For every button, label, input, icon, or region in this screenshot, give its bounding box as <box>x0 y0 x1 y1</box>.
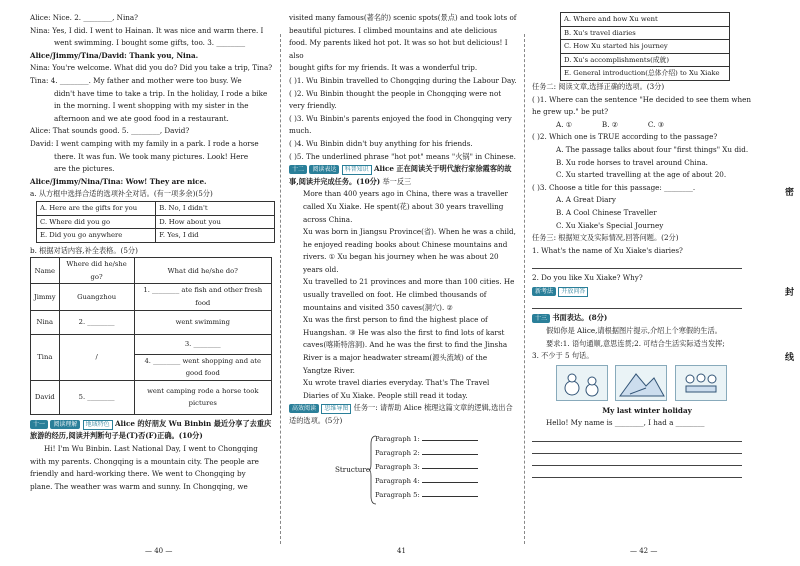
essay-line[interactable] <box>532 466 742 478</box>
dialogue-line: are the pictures. <box>54 164 115 174</box>
passage-line: with my parents. Chongqing is a mountain city. The people are <box>30 456 259 466</box>
true-false-item: ( )3. Wu Binbin's parents enjoyed the food in Chongqing very much. <box>289 113 512 136</box>
page-number: — 40 — <box>145 547 173 555</box>
option: E. Did you go anywhere <box>37 229 156 243</box>
writing-requirements: 要求:1. 语句通顺,意思连贯;2. 可结合生活实际适当发挥; <box>546 338 725 348</box>
true-false-item: ( )5. The underlined phrase "hot pot" means "火锅" in Chinese. <box>289 151 516 161</box>
essay-line[interactable] <box>532 442 742 454</box>
structure-diagram <box>289 432 517 508</box>
writing-instructions: 假如你是 Alice,请根据图片提示,介绍上个寒假的生活。 <box>546 326 722 336</box>
page-number: 41 <box>397 547 406 555</box>
true-false-item: ( )4. Wu Binbin didn't buy anything for his friends. <box>289 138 473 148</box>
option: E. General introduction(总体介绍) to Xu Xiake <box>561 67 730 81</box>
mc-option: C. Xu started travelling at the age of about 20. <box>556 170 727 180</box>
option: B. No, I didn't <box>156 201 275 215</box>
dialogue-line: there. It was fun. We took many pictures. Look! Here <box>54 151 249 161</box>
passage-line: visited many famous(著名的) scenic spots(景点) and took lots of <box>289 13 517 22</box>
writing-requirements: 3. 不少于 5 句话。 <box>532 351 594 361</box>
dialogue-line: went swimming. I bought some gifts, too. 3. ________ <box>54 38 246 48</box>
skiing-picture <box>615 365 667 401</box>
column-divider <box>524 34 525 544</box>
dialogue-line: Tina: 4. ________. My father and mother were too busy. We <box>30 75 242 85</box>
paragraph-slot[interactable]: Paragraph 5: <box>375 488 478 502</box>
option: F. Yes, I did <box>156 229 275 243</box>
section-type-badge: 阅读表达 <box>309 165 339 174</box>
snowman-picture <box>556 365 608 401</box>
table-cell: 4. ________ went shopping and ate good food <box>134 354 271 380</box>
dialogue-line: Alice: Nice. 2. ________, Nina? <box>30 13 139 22</box>
passage-paragraph: More than 400 years ago in China, there was a traveller called Xu Xiake. He spent(花) about 30 years travelling across China. <box>303 189 508 224</box>
mc-question: ( )3. Choose a title for this passage: ________. <box>532 182 696 192</box>
answer-line[interactable] <box>532 297 742 309</box>
extension-note: 举一反三 <box>382 176 412 186</box>
table-cell: Nina <box>31 310 60 334</box>
section-number-badge: 十二 <box>289 165 307 174</box>
true-false-item: ( )1. Wu Binbin travelled to Chongqing during the Labour Day. <box>289 75 517 85</box>
mc-option: A. The passage talks about four "first things" Xu did. <box>556 144 749 154</box>
passage-line: Hi! I'm Wu Binbin. Last National Day, I went to Chongqing <box>44 444 258 454</box>
section-instructions: Alice 正在阅读关于明代旅行家徐霞客的故事,阅读并完成任务。(10分) <box>289 164 512 186</box>
info-table <box>30 257 272 415</box>
page-number: — 42 — <box>630 547 658 555</box>
mc-option: B. A Cool Chinese Traveller <box>556 207 657 217</box>
options-box <box>36 201 275 243</box>
table-cell: 5. ________ <box>59 380 134 414</box>
mc-option: A. ① <box>556 119 573 129</box>
table-cell: Tina <box>31 334 60 380</box>
option: C. How Xu started his journey <box>561 40 730 54</box>
dialogue-line: Nina: You're welcome. What did you do? Did you take a trip, Tina? <box>30 63 273 73</box>
passage-paragraph: Xu travelled to 21 provinces and more than 100 cities. He usually travelled on foot. He climbed thousands of mountains and visited 350 caves(洞穴). ② <box>303 277 515 312</box>
table-cell: / <box>59 334 134 380</box>
table-cell: went camping rode a horse took pictures <box>134 380 271 414</box>
table-cell: Jimmy <box>31 284 60 310</box>
family-dinner-picture <box>675 365 727 401</box>
seal-char: 密 <box>784 188 794 198</box>
section-number-badge: 十三 <box>532 314 550 323</box>
open-question-badges <box>532 285 762 298</box>
true-false-item: ( )2. Wu Binbin thought the people in Chongqing were not very friendly. <box>289 88 502 111</box>
section-instructions: Alice 的好朋友 Wu Binbin 最近分享了去重庆旅游的经历,阅读并判断句子是(T)否(F)正确。(10分) <box>30 418 272 441</box>
table-cell: 3. ________ <box>134 334 271 354</box>
option: C. Where did you go <box>37 215 156 229</box>
option: D. How about you <box>156 215 275 229</box>
paragraph-slot[interactable]: Paragraph 2: <box>375 446 478 460</box>
dialogue-line: David: I went camping with my family in a park. I rode a horse <box>30 138 259 148</box>
mc-option: A. A Great Diary <box>556 195 616 205</box>
passage-line: food. My parents liked hot pot. It was so hot but delicious! I also <box>289 38 508 60</box>
open-question: 1. What's the name of Xu Xiake's diaries? <box>532 245 683 255</box>
question-b: b. 根据对话内容,补全表格。(5分) <box>30 245 138 255</box>
essay-title: My last winter holiday <box>602 405 692 415</box>
page-42-column <box>532 12 762 478</box>
dialogue-line: didn't have time to take a trip. In the holiday, I rode a bike <box>54 88 268 98</box>
mc-option: C. Xu Xiake's Special Journey <box>556 220 664 230</box>
essay-line[interactable] <box>532 454 742 466</box>
passage-line: plane. The weather was warm and sunny. In Chongqing, we <box>30 481 248 491</box>
open-answer-badge: 开放问答 <box>558 287 588 297</box>
dialogue-line: Alice/Jimmy/Nina/Tina: Wow! They are nice. <box>30 176 207 186</box>
structure-options-box <box>560 12 730 81</box>
mc-question: ( )2. Which one is TRUE according to the passage? <box>532 132 718 142</box>
section-type-badge: 阅读理解 <box>50 420 80 429</box>
seal-char: 封 <box>784 288 794 298</box>
answer-line[interactable] <box>532 257 742 269</box>
open-question: 2. Do you like Xu Xiake? Why? <box>532 273 643 283</box>
new-format-badge: 新考法 <box>532 287 556 296</box>
dialogue-line: Alice/Jimmy/Tina/David: Thank you, Nina. <box>30 50 199 60</box>
essay-line[interactable] <box>532 430 742 442</box>
section-topic-badge: 科普知识 <box>342 165 372 175</box>
passage-line: bought gifts for my friends. It was a wonderful trip. <box>289 63 478 73</box>
table-header: Name <box>31 258 60 284</box>
dialogue-line: afternoon and we ate good food in a restaurant. <box>54 113 229 123</box>
task-badge: 高效阅读 <box>289 404 319 413</box>
picture-prompts <box>556 365 762 401</box>
task-1-heading <box>289 402 517 427</box>
section-11-heading <box>30 418 275 443</box>
passage-paragraph: Xu wrote travel diaries everyday. That's The Travel Diaries of Xu Xiake. People still read it today. <box>303 378 490 400</box>
option: B. Xu's travel diaries <box>561 26 730 40</box>
option: A. Where and how Xu went <box>561 13 730 27</box>
table-cell: Guangzhou <box>59 284 134 310</box>
mc-option: B. Xu rode horses to travel around China. <box>556 157 708 167</box>
dialogue-line: Alice: That sounds good. 5. ________, David? <box>30 126 190 136</box>
mc-options <box>532 119 762 132</box>
table-cell: David <box>31 380 60 414</box>
essay-opening: Hello! My name is ________, I had a ________ <box>546 418 705 428</box>
passage-paragraph: Xu was the first person to find the highest place of Huangshan. ③ He was also the first to find lots of karst caves(喀斯特溶洞). And he was the first to find the Jinsha River is a major headwater stream(源头流域) of the Yangtze River. <box>303 315 508 375</box>
passage-line: beautiful pictures. I climbed mountains and ate delicious <box>289 25 497 35</box>
section-number-badge: 十一 <box>30 420 48 429</box>
structure-label: Structure <box>335 464 371 474</box>
page-40-column <box>30 12 275 493</box>
paragraph-slot[interactable]: Paragraph 3: <box>375 460 478 474</box>
task-2-heading: 任务二: 阅读文章,选择正确的选项。(3分) <box>532 81 665 91</box>
paragraph-slot[interactable]: Paragraph 1: <box>375 432 478 446</box>
mc-option: B. ② <box>601 119 619 129</box>
table-cell: went swimming <box>134 310 271 334</box>
column-divider <box>280 34 281 544</box>
section-instructions: 书面表达。(8分) <box>552 313 608 323</box>
page-41-column <box>289 12 517 508</box>
task-3-heading: 任务三: 根据短文及实际情况,回答问题。(2分) <box>532 233 679 243</box>
table-header: Where did he/she go? <box>59 258 134 284</box>
table-cell: 2. ________ <box>59 310 134 334</box>
section-topic-badge: 地域特色 <box>83 420 113 430</box>
task-instructions: 任务一: 请帮助 Alice 梳理这篇文章的逻辑,选出合适的选项。(5分) <box>289 403 513 425</box>
mc-question: ( )1. Where can the sentence "He decided to see them when he grew up." be put? <box>532 94 752 117</box>
section-13-heading <box>532 312 762 325</box>
option: A. Here are the gifts for you <box>37 201 156 215</box>
table-cell: 1. ________ ate fish and other fresh food <box>134 284 271 310</box>
task-topic-badge: 思维导图 <box>321 404 351 414</box>
dialogue-line: in the morning. I went shopping with my sister in the <box>54 101 249 111</box>
section-12-heading <box>289 163 517 188</box>
passage-paragraph: Xu was born in Jiangsu Province(省). When he was a child, he enjoyed reading books about Chinese mountains and rivers. ① Xu began his journey when he was about 20 years old. <box>303 227 516 274</box>
mc-option: C. ③ <box>647 119 665 129</box>
seal-char: 线 <box>784 353 794 363</box>
table-header: What did he/she do? <box>134 258 271 284</box>
paragraph-slot[interactable]: Paragraph 4: <box>375 474 478 488</box>
dialogue-line: Nina: Yes, I did. I went to Hainan. It was nice and warm there. I <box>30 25 264 35</box>
question-a: a. 从方框中选择合适的选项补全对话。(有一项多余)(5分) <box>30 189 213 199</box>
passage-line: friendly and hard-working there. We went to Chongqing by <box>30 469 246 479</box>
option: D. Xu's accomplishments(成就) <box>561 53 730 67</box>
